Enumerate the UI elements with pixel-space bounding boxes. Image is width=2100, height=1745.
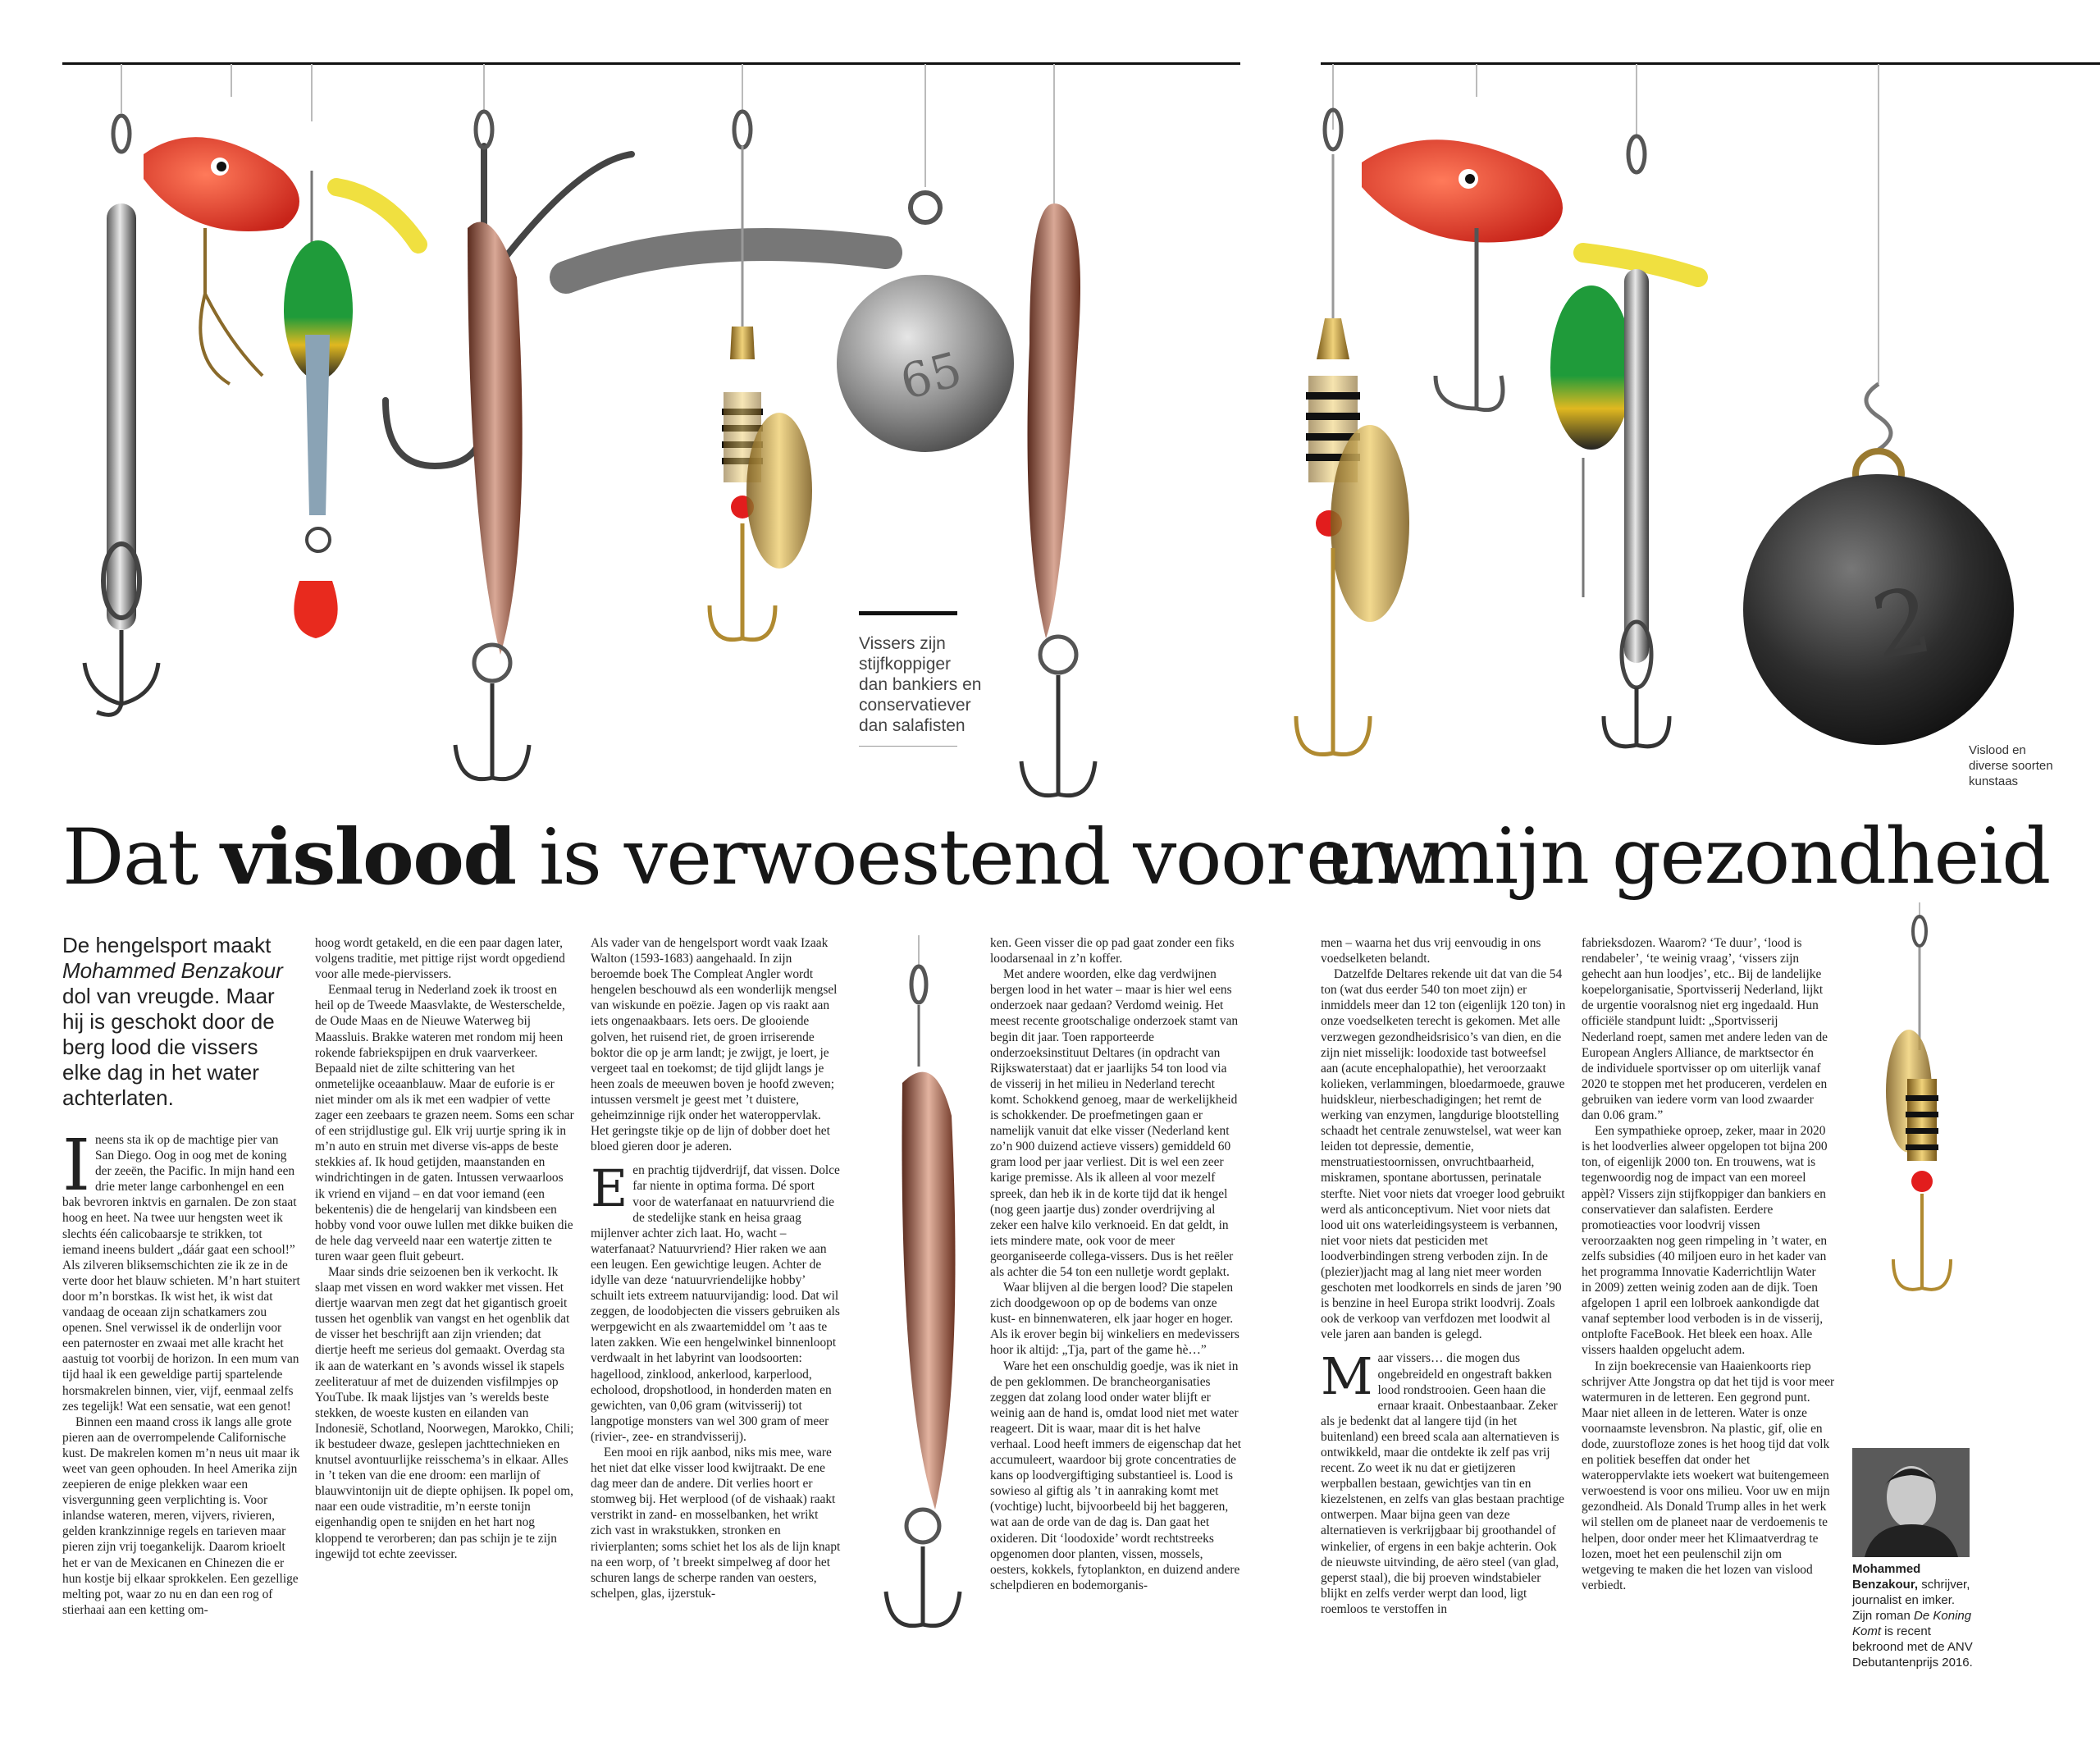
paragraph: Datzelfde Deltares rekende uit dat van die 54 ton (wat dus eerder 540 ton moet zijn) er inmiddels meer dan 12 ton (eigenlijk 120 ton) in onze voedselketen terecht is gekomen. Met alle verzwegen gezondheidsrisico’s van dien, en die zijn niet misselijk: loodoxide tast botweefsel aan (acute encephalopathie), het veroorzaakt kolieken, verlammingen, bloedarmoede, grauwe huidskleur, nierbeschadigingen; het remt de werking van enzymen, langdurige blootstelling schaadt het centrale zenuwstelsel, wat weer kan leiden tot depressie, dementie, menstruatiestoornissen, onvruchtbaarheid, miskramen, spontane abortussen, perinatale sterfte. Niet voor niets dat vroeger lood gebruikt werd als anticonceptivum. Niet voor niets dat lood uit ons waterleidingsysteem is verbannen, niet voor niets dat pesticiden met loodverbindingen streng verboden zijn. In de (plezier)jacht mag al lang niet meer worden geschoten met loodkorrels en sinds de jaren ’90 is benzine in heel Europa strikt loodvrij. Zoals ook de verkoop van verfdozen met loodwit al vele jaren aan banden is gelegd. [1321,967,1566,1342]
paragraph: hoog wordt getakeld, en die een paar dagen later, volgens traditie, met pittige rijst wordt opgediend voor alle mede-piervissers. [315,936,565,982]
paragraph [1321,1346,1567,1617]
paragraph-text: aar vissers… die mogen dus ongebreideld en ongestraft bakken lood rondstrooien. Geen haan die ernaar kraait. Onbestaanbaar. Zeker als je bedenkt dat al langere tijd (in het buitenland) een breed scala aan alternatieven is ontwikkeld, maar die ontdekte ik zelf pas vrij recent. Zo weet ik nu dat er gietijzeren werpballen bestaan, gewichtjes van tin en kiezelstenen, en zelfs van glas bestaan prachtige ontwerpen. Maar bijna geen van deze alternatieven is verkrijgbaar bij groothandel of winkelier, of ergens in een bakje achterin. Ook de nieuwste uitvinding, de aëro steel (van glad, geperst staal), die bij proeven windstabieler blijkt en zelfs verder werpt dan lood, ligt roemloos te verstoffen in [1321,1351,1564,1616]
byline-role: schrijver, journalist en imker. Zijn roman [1852,1578,1970,1623]
dropcap: I [62,1125,90,1207]
intro-text-before: De hengelsport maakt [62,933,272,957]
lure-hanging-center [861,935,976,1657]
headline-right [1306,808,2050,907]
lure-hanging-right [1874,902,1965,1345]
paragraph: Een sympathieke oproep, zeker, maar in 2020 is het loodverlies alweer opgelopen tot bijna 200 ton, of eigenlijk 2000 ton. En trouwens, wat is tegenwoordig nog de impact van een moreel appèl? Vissers zijn stijfkoppiger dan bankiers en conservatiever dan salafisten. Eerdere promotieacties voor loodvrij vissen veroorzaakten nog geen rimpeling in ’t water, en zelfs subsidies (40 miljoen euro in het kader van het programma Innovatie Kaderrichtlijn Water in 2009) zetten weinig zoden aan de dijk. Toen afgelopen 1 april een lolbroek aankondigde dat vanaf september lood verboden is in de visserij, ontplofte FaceBook. Het bleek een hoax. Alle vissers haalden opgelucht adem. [1582,1124,1828,1358]
headline-bold: vislood [221,812,516,902]
lure-copper-spoon-2 [1021,203,1095,796]
lure-chrome-spoon [84,116,158,715]
paragraph: In zijn boekrecensie van Haaienkoorts riep schrijver Atte Jongstra op dat het tijd is voor meer watermuren in de letteren. Een gegrond punt. Maar niet alleen in de letteren. Water is onze voornaamste levensbron. Na plastic, gif, olie en dode, zuurstofloze zones is het hoog tijd dat volk en politiek beseffen dat onder het wateroppervlakte iets woekert wat buitengemeen verwoestend is voor ons milieu. Voor uw en mijn gezondheid. Als Donald Trump alles in het werk wil stellen om de planeet naar de verdoemenis te helpen, door onder meer het Klimaatverdrag te lozen, moet het een peulenschil zijn om wetgeving te maken die het lozen van vislood verbiedt. [1582,1359,1835,1592]
paragraph-text: neens sta ik op de machtige pier van San Diego. Oog in oog met de koning der zeeën, the Pacific. In mijn hand een drie meter lange carbonhengel en een bak bevroren inktvis en garnalen. De zon staat hoog en heet. Na twee uur hengsten weet ik slechts één calicobaarsje te strikken, tot iemand ineens buldert „dáár gaat een school!” Als zilveren bliksemschichten zie ik ze in de verte door het blauw schieten. M’n hart stuitert door m’n borstkas. Ik wist het, ik wist dat vandaag de oceaan zijn schatkamers zou openen. Snel verwissel ik de onderlijn voor een paternoster en zwaai met alle kracht het aastuig tot voorbij de horizon. In een mum van tijd haal ik een geweldige partij spartelende horsmakrelen binnen, vier, vijf, eenmaal zelfs zes tegelijk! Wat een sensatie, wat een genot! [62,1133,300,1414]
pull-quote-rule [859,611,957,615]
paragraph: ken. Geen visser die op pad gaat zonder een fiks loodarsenaal in z’n koffer. [990,936,1235,966]
paragraph: Waar blijven al die bergen lood? Die stapelen zich doodgewoon op op de bodems van onze kust- en binnenwateren, elk jaar hoger en hoger. Als ik erover begin bij winkeliers en medevissers hoor ik altijd: „Tja, part of the game hè…” [990,1281,1239,1358]
intro-text-after: dol van vreugde. Maar hij is geschokt door de berg lood die vissers elke dag in het water achterlaten. [62,984,275,1110]
headline-part1: Dat [62,813,221,902]
byline-rest: is recent bekroond met de ANV Debutantenprijs 2016. [1852,1624,1973,1670]
paragraph [62,1125,300,1414]
paragraph: Ware het een onschuldig goedje, was ik niet in de pen geklommen. De brancheorganisaties zeggen dat zolang lood onder water blijft er weinig aan de hand is, omdat lood niet met water reageert. Dit is waar, maar dit is het halve verhaal. Lood heeft immers de eigenschap dat het accumuleert, waardoor bij grote concentraties de kans op loodvergiftiging substantieel is. Lood is sowieso al giftig als ’t in aanraking komt met (vochtige) lucht, bijvoorbeeld bij het baggeren, wat aan de orde van de dag is. Dan gaat het oxideren. Dit ‘loodoxide’ wordt rechtstreeks opgenomen door planten, vissen, mossels, oesters, kokkels, fytoplankton, en duizend andere schelpdieren en bodemorganis- [990,1359,1241,1592]
pull-quote [859,611,982,747]
article-column-1 [62,1125,300,1618]
lure-chrome-spoon-right [1604,136,1669,747]
lure-red-plug-right [1325,110,1563,410]
lure-copper-spoon [455,112,529,779]
sinker-65 [566,193,1014,452]
paragraph: Binnen een maand cross ik langs alle grote pieren aan de overrompelende Californische kust. De makrelen komen m’n neus uit maar ik weet van geen ophouden. In heel Amerika zijn zeepieren de enige plekken waar een visvergunning geen verplichting is. Voor inlandse wateren, meren, vijvers, rivieren, gelden krankzinnige regels en tarieven maar pieren zijn vrij toegankelijk. Daarom krioelt het er van de Mexicanen en Chinezen die er hun kostje bij elkaar sprokkelen. Een gezellige melting pot, waar zo nu en dan een rog of stierhaai aan een ketting om- [62,1414,300,1617]
paragraph: men – waarna het dus vrij eenvoudig in ons voedselketen belandt. [1321,936,1541,966]
intro-lead [62,933,300,1111]
paragraph: Maar sinds drie seizoenen ben ik verkocht. Ik slaap met vissen en word wakker met vissen. Het diertje waarvan men zegt dat het gigantisch groeit tussen het ogenblik van vangst en het ogenblik dat de visser het beschrijft aan zijn vrienden; dat diertje heeft me serieus dol gemaakt. Overdag sta ik aan de waterkant en ’s avonds wissel ik stapels zeeliteratuur af met de duizenden visfilmpjes op YouTube. Ik maak lijstjes van ’s werelds beste stekken, de woeste kusten en eilanden van Indonesië, Schotland, Noorwegen, Marokko, Chili; ik bestudeer dwaze, geslepen jachttechnieken en knutsel avontuurlijke reisschema’s in elkaar. Alles in ’t teken van die ene droom: een marlijn of blauwvintonijn uit de diepte ophijsen. Ik popel om, naar een oude vistraditie, m’n eerste tonijn eigenhandig open te snijden en het hart nog kloppend te verorberen; dan pas schijn je te zijn ingewijd tot echte zeevisser. [315,1264,574,1561]
paragraph: fabrieksdozen. Waarom? ‘Te duur’, ‘lood is rendabeler’, ‘te weinig vraag’, ‘vissers zijn gehecht aan hun loodjes’, etc.. Bij de landelijke koepelorganisatie, Sportvisserij Nederland, lijkt de urgentie vooralsnog niet erg ingedaald. Hun officiële standpunt luidt: „Sportvisserij Nederland roept, samen met andere leden van de European Anglers Alliance, de marktsector én de individuele sportvisser op om uiterlijk vanaf 2020 te stoppen met het produceren, verdelen en gebruiken van iedere vorm van lood zwaarder dan 0.06 gram.” [1582,936,1828,1123]
sinker-65-number: 65 [894,340,968,411]
article-column-3 [591,935,841,1601]
lure-green-spinner [284,171,418,638]
pull-quote-text: Vissers zijn stijfkoppiger dan bankiers en conservatiever dan salafisten [859,634,982,735]
headline-part2: is verwoestend voor uw [515,813,1438,902]
byline-name: Mohammed Benzakour, [1852,1562,1921,1592]
intro-author: Mohammed Benzakour [62,958,283,983]
article-column-6 [1582,935,1835,1593]
paragraph: Met andere woorden, elke dag verdwijnen bergen lood in het water – maar is hier wel eens onderzoek naar gedaan? Verdomd weinig. Het meest recente grootschalige onderzoek stamt van begin dit jaar. Toen rapporteerde onderzoeksinstituut Deltares (in opdracht van Rijkswaterstaat) dat er jaarlijks 54 ton lood via de visserij in het milieu in Nederland terecht komt. Schokkend genoeg, maar de werkelijkheid is schokkender. De proefmetingen gaan er namelijk vanuit dat elke visser (Nederland kent zo’n 900 duizend actieve vissers) gemiddeld 60 gram lood per jaar verliest. Dit is wel een zeer karige premisse. Als ik alleen al voor mezelf spreek, dan heb ik in de korte tijd dat ik hengel (nog geen jaartje dus) zonder overdrijving al zeker een halve kilo verknoeid. En dat geldt, in iets mindere mate, ook voor de meer georganiseerde collega-vissers. Dus is het reëler als achter die 54 ton een nulletje wordt geplakt. [990,967,1239,1279]
byline-book: De Koning Komt [1852,1609,1972,1638]
paragraph: Als vader van de hengelsport wordt vaak Izaak Walton (1593-1683) aangehaald. In zijn beroemde boek The Compleat Angler wordt hengelen beschouwd als een wonderlijk mengsel van wiskunde en poëzie. Jagen op vis raakt aan iets ongenaakbaars. Iets oers. De glooiende golven, het ruisend riet, de groen irriserende boktor die op je arm landt; je zwijgt, je loert, je vergeet taal en toekomst; de tijd glijdt langs je heen zoals de meeuwen boven je hoofd zweven; intussen versmelt je geest met ’t duistere, geheimzinnige rijk onder het wateroppervlak. Het geringste tikje op de lijn of dobber doet het bloed gieren door je aderen. [591,936,838,1154]
headline-left [62,808,1438,907]
lure-gold-spinner-left [710,112,812,640]
paragraph: Eenmaal terug in Nederland zoek ik troost en heil op de Tweede Maasvlakte, de Westerschelde, de Oude Maas en de Nieuwe Waterweg bij Maassluis. Brakke wateren met rondom mij heen rokende fabriekspijpen en druk vaarverkeer. Bepaald niet de zilte schittering van het onmetelijke oceaanblauw. Maar de euforie is er niet minder om als ik met een wadpier of vette zager een zeebaars te grazen neem. Soms een schar of een strijdlustige gul. Elk vrij uurtje spring ik in m’n auto en struin met diverse vis-apps de beste stekkies af. Ik houd getijden, maanstanden en windrichtingen in de gaten. Intussen verwaarloos ik vriend en vijand – en dat voor iemand (een bekentenis) die de hengelarij van kindsbeen een hobby vond voor ouwe lullen met dikke buiken die de hele dag verveeld naar een watertje zitten te turen waar geen fluit gebeurt. [315,983,574,1263]
headline-part3: en mijn gezondheid [1306,812,2050,902]
paragraph-text: en prachtig tijdverdrijf, dat vissen. Dolce far niente in optima forma. Dé sport voor de waterfanaat en natuurvriend die de stedelijke stank en heisa graag mijlenver achter zich laat. Ho, wacht – waterfanaat? Natuurvriend? Hier raken we aan een leugen. Een gewichtige leugen. Achter de idylle van deze ‘natuurvriendelijke hobby’ schuilt iets extreem natuurvijandig: lood. Dat wil zeggen, de loodobjecten die vissers gebruiken als werpgewicht en als zwaartemiddel om ’t aas te laten zakken. Wie een hengelwinkel binnenloopt verdwaalt in het labyrint van loodsoorten: hagellood, zinklood, ankerlood, karperlood, echolood, dropshotlood, in honderden maten en gewichten, van 0,06 gram (witvisserij) tot langpotige monsters van wel 300 gram of meer (rivier-, zee- en strandvisserij). [591,1163,840,1444]
lure-gold-spinner-right [1296,154,1409,755]
author-byline [1852,1561,1975,1670]
paragraph: Een mooi en rijk aanbod, niks mis mee, ware het niet dat elke visser lood kwijtraakt. De ene dag meer dan de andere. Dit verlies hoort er stomweg bij. Het werplood (of de vishaak) raakt verstrikt in zand- en mosselbanken, het wrikt zich vast in wrakstukken, stronken en rivierplanten; soms schiet het los als de lijn knapt na een worp, of ’t breekt simpelweg af door het schuren langs de scherpe randen van oesters, schelpen, glas, ijzerstuk- [591,1446,841,1601]
photo-caption: Vislood en diverse soorten kunstaas [1969,743,2053,788]
article-column-2 [315,935,576,1562]
author-photo [1852,1448,1970,1557]
dropcap: E [591,1158,628,1219]
article-column-5 [1321,935,1567,1617]
lure-red-plug [144,137,299,384]
pull-quote-end-rule [859,746,957,747]
paragraph [591,1158,841,1445]
dropcap: M [1321,1346,1373,1407]
fishing-lures-illustration [0,64,2100,835]
article-column-4 [990,935,1241,1593]
sinker-2-number: 2 [1865,567,1940,681]
